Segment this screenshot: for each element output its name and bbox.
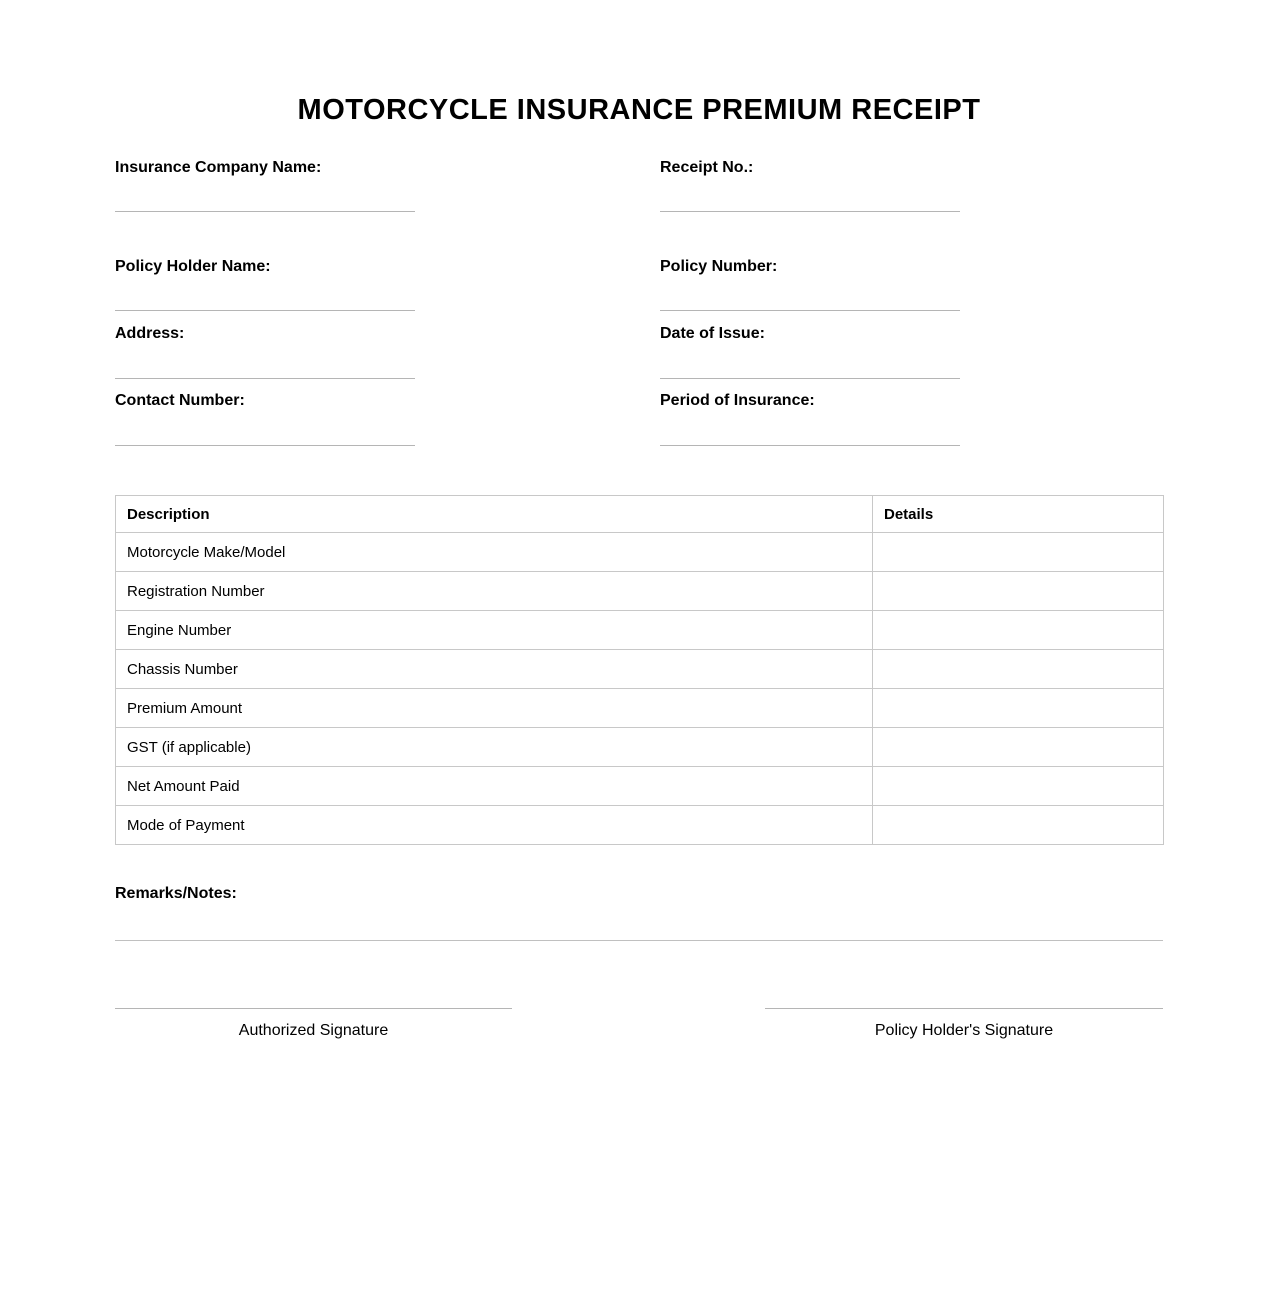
- table-header-details: Details: [873, 496, 1164, 533]
- table-row: [116, 689, 1164, 728]
- remarks-label: Remarks/Notes:: [115, 885, 237, 902]
- description-cell: GST (if applicable): [116, 728, 873, 767]
- page-title: MOTORCYCLE INSURANCE PREMIUM RECEIPT: [297, 94, 981, 126]
- field-label: Contact Number:: [115, 392, 245, 409]
- details-cell: [873, 689, 1164, 728]
- description-cell: Net Amount Paid: [116, 767, 873, 806]
- description-cell: Premium Amount: [116, 689, 873, 728]
- field-period-of-insurance: [660, 391, 960, 451]
- table-row: [116, 767, 1164, 806]
- field-receipt-no: [660, 158, 960, 218]
- table-row: [116, 806, 1164, 845]
- authorized-signature-block: [115, 1008, 512, 1040]
- table-row: [116, 728, 1164, 767]
- field-label: Policy Number:: [660, 258, 778, 275]
- details-cell: [873, 728, 1164, 767]
- description-cell: Motorcycle Make/Model: [116, 533, 873, 572]
- details-table: [115, 495, 1164, 845]
- details-cell: [873, 767, 1164, 806]
- description-cell: Registration Number: [116, 572, 873, 611]
- field-policy-number: [660, 257, 960, 317]
- description-cell: Engine Number: [116, 611, 873, 650]
- field-label: Period of Insurance:: [660, 392, 815, 409]
- field-label: Policy Holder Name:: [115, 258, 271, 275]
- remarks-blank-line: [115, 940, 1163, 941]
- details-cell: [873, 611, 1164, 650]
- field-date-of-issue: [660, 324, 960, 384]
- table-row: [116, 572, 1164, 611]
- field-policy-holder-name: [115, 257, 415, 317]
- table-row: [116, 650, 1164, 689]
- field-label: Date of Issue:: [660, 325, 765, 342]
- blank-line: [115, 445, 415, 446]
- blank-line: [660, 378, 960, 379]
- policy-holder-signature-caption: Policy Holder's Signature: [874, 1022, 1054, 1039]
- table-row: [116, 533, 1164, 572]
- details-cell: [873, 572, 1164, 611]
- blank-line: [660, 445, 960, 446]
- details-cell: [873, 650, 1164, 689]
- description-cell: Chassis Number: [116, 650, 873, 689]
- table-row: [116, 611, 1164, 650]
- table-header-description: Description: [116, 496, 873, 533]
- field-insurance-company-name: [115, 158, 415, 218]
- table-header-row: [116, 496, 1164, 533]
- blank-line: [115, 310, 415, 311]
- field-label: Address:: [115, 325, 185, 342]
- authorized-signature-line: [115, 1008, 512, 1009]
- description-cell: Mode of Payment: [116, 806, 873, 845]
- blank-line: [660, 211, 960, 212]
- details-cell: [873, 806, 1164, 845]
- field-address: [115, 324, 415, 384]
- blank-line: [115, 378, 415, 379]
- details-cell: [873, 533, 1164, 572]
- field-label: Receipt No.:: [660, 159, 754, 176]
- blank-line: [660, 310, 960, 311]
- blank-line: [115, 211, 415, 212]
- field-label: Insurance Company Name:: [115, 159, 322, 176]
- policy-holder-signature-line: [765, 1008, 1163, 1009]
- authorized-signature-caption: Authorized Signature: [238, 1022, 389, 1039]
- field-contact-number: [115, 391, 415, 451]
- policy-holder-signature-block: [765, 1008, 1163, 1040]
